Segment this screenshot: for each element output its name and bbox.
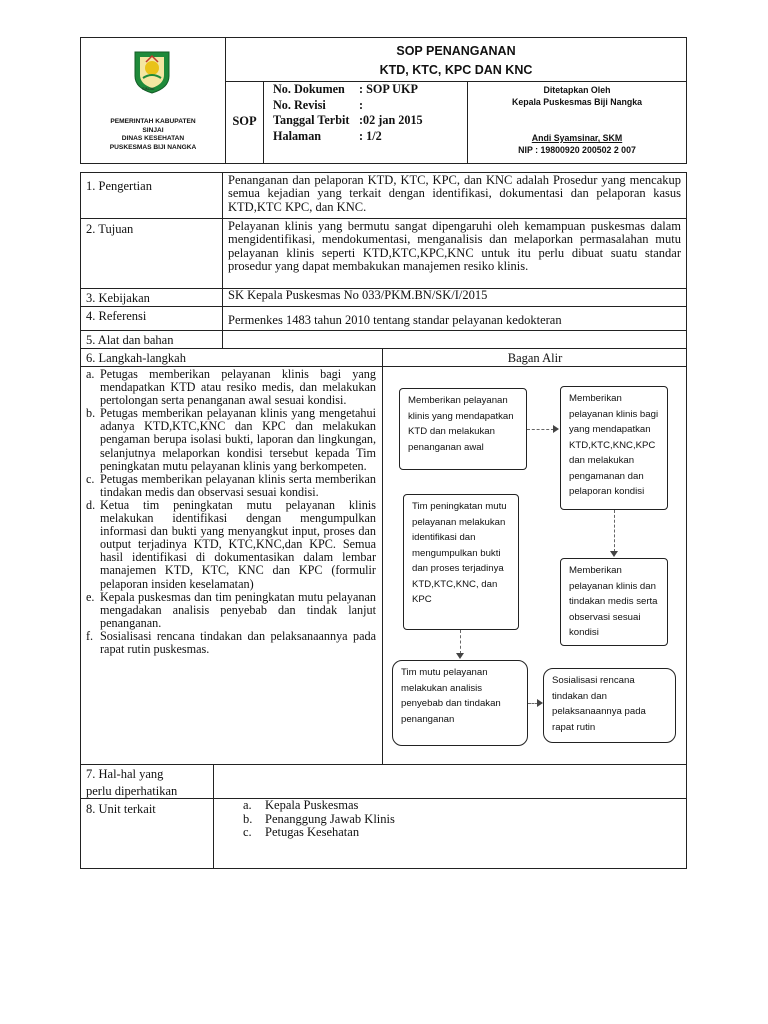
- step-marker: e.: [86, 589, 95, 604]
- unit-text: Penanggung Jawab Klinis: [265, 811, 395, 826]
- org-line-3: DINAS KESEHATAN: [121, 135, 185, 142]
- flow-arrowhead-2-4: [610, 551, 618, 557]
- document-title: [226, 42, 686, 80]
- hal-label-line-2: perlu diperhatikan: [86, 784, 178, 798]
- unit-label: 8. Unit terkait: [86, 802, 156, 816]
- referensi-label: 4. Referensi: [86, 309, 147, 323]
- step-marker: c.: [86, 471, 95, 486]
- title-line-2: KTD, KTC, KPC DAN KNC: [379, 63, 533, 77]
- kebijakan-text: SK Kepala Puskesmas No 033/PKM.BN/SK/I/2015: [228, 288, 488, 302]
- body-label-divider-lower: [213, 764, 214, 869]
- org-line-2: SINJAI: [142, 126, 164, 134]
- doc-number-value: : SOP UKP: [359, 82, 418, 96]
- unit-item: [243, 813, 395, 827]
- flow-box-2: Memberikan pelayanan klinis bagi yang mendapatkan KTD,KTC,KNC,KPC dan melakukan pengamanan dan pelaporan kondisi: [560, 386, 668, 510]
- step-item: [86, 473, 376, 499]
- flow-box-4: Memberikan pelayanan klinis dan tindakan medis serta observasi sesuai kondisi: [560, 558, 668, 646]
- org-line-1: PEMERINTAH KABUPATEN: [110, 118, 196, 125]
- hal-label: [86, 767, 177, 798]
- step-marker: b.: [86, 406, 96, 421]
- tujuan-label: 2. Tujuan: [86, 222, 134, 236]
- row-divider-4: [80, 330, 687, 331]
- document-info: [273, 82, 423, 144]
- step-text: Sosialisasi rencana tindakan dan pelaksanaannya pada rapat rutin puskesmas.: [100, 628, 376, 656]
- flow-arrowhead-5-6: [537, 699, 543, 707]
- issue-date-label: Tanggal Terbit: [273, 113, 350, 127]
- flow-arrow-1-2: [527, 429, 554, 430]
- bagan-label: Bagan Alir: [507, 351, 563, 365]
- organization-block: [82, 118, 224, 152]
- unit-item: [243, 799, 395, 813]
- flow-box-6: Sosialisasi rencana tindakan dan pelaksanaannya pada rapat rutin: [543, 668, 676, 743]
- kebijakan-label: 3. Kebijakan: [86, 291, 150, 305]
- approver-block: [468, 84, 686, 156]
- step-marker: a.: [86, 367, 95, 381]
- approver-nip: NIP : 19800920 200502 2 007: [518, 145, 636, 155]
- steps-list: [86, 368, 376, 656]
- revision-value: :: [359, 97, 364, 112]
- unit-text: Petugas Kesehatan: [265, 825, 360, 839]
- step-item: [86, 499, 376, 591]
- flow-box-3: Tim peningkatan mutu pelayanan melakukan identifikasi dan mengumpulkan bukti dan proses terjadinya KTD,KTC,KNC, dan KPC: [403, 494, 519, 630]
- flow-box-1: Memberikan pelayanan klinis yang mendapatkan KTD dan melakukan penanganan awal: [399, 388, 527, 470]
- unit-marker: b.: [243, 811, 253, 826]
- unit-item: [243, 826, 395, 840]
- row-divider-5: [80, 348, 687, 349]
- step-marker: d.: [86, 497, 96, 512]
- referensi-text: Permenkes 1483 tahun 2010 tentang standar pelayanan kedokteran: [228, 313, 562, 327]
- step-text: Kepala puskesmas dan tim peningkatan mutu pelayanan mengadakan analisis penyebab dan tindak lanjut penanganan.: [100, 589, 376, 630]
- alat-label: 5. Alat dan bahan: [86, 333, 174, 347]
- tujuan-text: Pelayanan klinis yang bermutu sangat dipengaruhi oleh kemampuan puskesmas dalam mengidentifikasi, mendokumentasi, menganalisis dan melaporkan permasalahan mutu pelayanan klinis seperti KTD,KTC,KPC,KNC untuk itu perlu dibuat suatu standar prosedur yang dapat membakukan manajemen resiko klinis.: [228, 219, 681, 273]
- row-divider-3: [80, 306, 687, 307]
- approved-by: Ditetapkan Oleh: [543, 85, 611, 95]
- step-text: Petugas memberikan pelayanan klinis yang mengetahui adanya KTD,KTC,KNC dan KPC dan melakukan pengaman berupa isolasi bukti, laporan dan lingkungan, selanjutnya melaporkan kondisi tersebut kepada Tim peningkatan mutu pelayanan klinis yang berkompeten.: [100, 406, 376, 473]
- doc-number-label: No. Dokumen: [273, 82, 345, 96]
- page-label: Halaman: [273, 128, 322, 143]
- langkah-label: 6. Langkah-langkah: [86, 351, 186, 365]
- title-line-1: SOP PENANGANAN: [396, 44, 516, 58]
- issue-date-value: :02 jan 2015: [359, 113, 423, 127]
- revision-label: No. Revisi: [273, 97, 326, 112]
- unit-marker: c.: [243, 825, 252, 839]
- step-text: Ketua tim peningkatan mutu pelayanan klinis melakukan identifikasi dengan mengumpulkan informasi dan bukti yang menyangkut input, proses dan output terjadinya KTD, KTC,KNC,dan KPC. Semua hasil identifikasi di dokumentasikan dalam lembar manajemen KTD, KTC, KNC dan KPC (formulir pelaporan insiden keselamatan): [100, 497, 376, 591]
- flow-arrow-2-4: [614, 510, 615, 552]
- flow-arrowhead-1-2: [553, 425, 559, 433]
- flow-box-5: Tim mutu pelayanan melakukan analisis penyebab dan tindakan penanganan: [392, 660, 528, 746]
- hal-label-line-1: 7. Hal-hal yang: [86, 767, 164, 781]
- step-item: [86, 368, 376, 407]
- body-label-divider: [222, 172, 223, 348]
- unit-list: [243, 799, 395, 840]
- step-item: [86, 630, 376, 656]
- unit-text: Kepala Puskesmas: [265, 798, 359, 812]
- org-line-4: PUSKESMAS BIJI NANGKA: [109, 143, 197, 151]
- page-value: : 1/2: [359, 128, 382, 143]
- header-divider-sop: [263, 81, 264, 164]
- row-divider-7: [80, 764, 687, 765]
- flow-arrowhead-3-5: [456, 653, 464, 659]
- step-item: [86, 591, 376, 630]
- pengertian-label: 1. Pengertian: [86, 179, 152, 193]
- approver-title: Kepala Puskesmas Biji Nangka: [511, 97, 643, 107]
- step-text: Petugas memberikan pelayanan klinis serta memberikan tindakan medis dan observasi sesuai kondisi.: [100, 471, 376, 499]
- step-text: Petugas memberikan pelayanan klinis bagi yang mendapatkan KTD atau resiko medis, dan melakukan pertolongan serta penanganan awal sesuai kondisi.: [100, 367, 376, 408]
- approver-name: Andi Syamsinar, SKM: [531, 133, 623, 143]
- sop-label: SOP: [232, 114, 257, 128]
- pengertian-text: Penanganan dan pelaporan KTD, KTC, KPC, dan KNC adalah Prosedur yang mencakup semua kejadian yang terkait dengan identifikasi, dokumentasi dan pelaporan kasus KTD,KTC KPC, dan KNC.: [228, 173, 681, 214]
- body-steps-divider: [382, 348, 383, 764]
- logo-caption: SINJAI: [142, 86, 155, 91]
- step-item: [86, 407, 376, 472]
- unit-marker: a.: [243, 798, 252, 812]
- step-marker: f.: [86, 628, 94, 643]
- flow-arrow-3-5: [460, 630, 461, 654]
